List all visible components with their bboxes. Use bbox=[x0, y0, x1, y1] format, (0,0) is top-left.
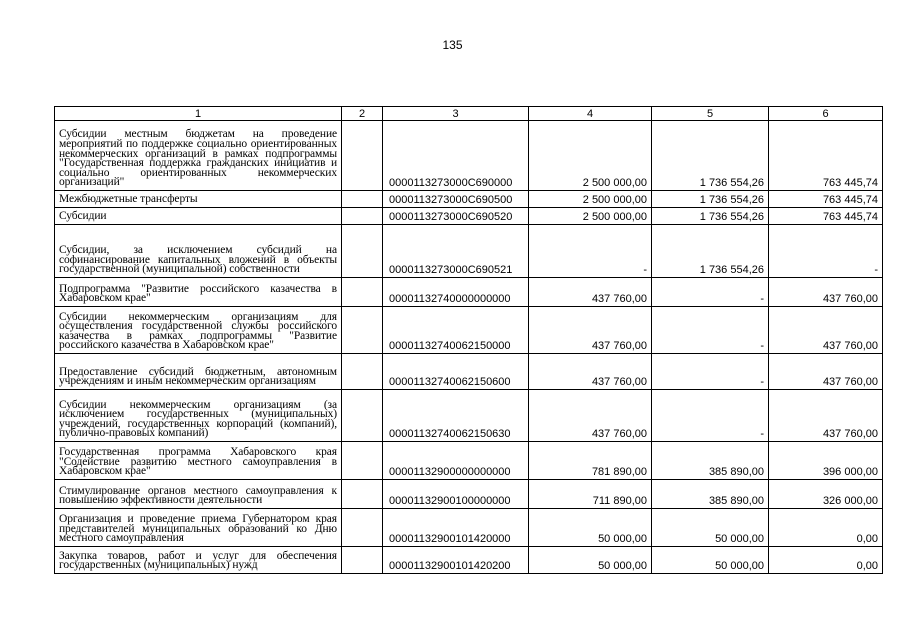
row-name-cell: Субсидии, за исключением субсидий на софинансирование капитальных вложений в объекты государственной (муниципальной) собственности bbox=[55, 225, 342, 278]
row-code-cell: 00001132900100000000 bbox=[383, 480, 529, 509]
table-row bbox=[55, 307, 883, 354]
row-plan-cell: 437 760,00 bbox=[529, 278, 652, 307]
row-fact-cell: - bbox=[652, 307, 769, 354]
row-fact-cell: 385 890,00 bbox=[652, 442, 769, 480]
row-plan-cell: 2 500 000,00 bbox=[529, 121, 652, 191]
row-col2-cell bbox=[342, 225, 383, 278]
row-col2-cell bbox=[342, 208, 383, 225]
table-row bbox=[55, 354, 883, 390]
row-code-cell: 00001132900101420000 bbox=[383, 509, 529, 547]
row-fact-cell: - bbox=[652, 390, 769, 442]
table-row bbox=[55, 480, 883, 509]
row-name-cell: Предоставление субсидий бюджетным, автономным учреждениям и иным некоммерческим организациям bbox=[55, 354, 342, 390]
row-code-cell: 00001132900101420200 bbox=[383, 547, 529, 574]
row-name-cell: Закупка товаров, работ и услуг для обеспечения государственных (муниципальных) нужд bbox=[55, 547, 342, 574]
row-remainder-cell: 437 760,00 bbox=[769, 390, 883, 442]
table-row bbox=[55, 390, 883, 442]
row-plan-cell: 50 000,00 bbox=[529, 509, 652, 547]
row-fact-cell: 385 890,00 bbox=[652, 480, 769, 509]
row-code-cell: 00001132740062150630 bbox=[383, 390, 529, 442]
row-fact-cell: 50 000,00 bbox=[652, 547, 769, 574]
budget-execution-table bbox=[54, 106, 883, 574]
row-name-cell: Государственная программа Хабаровского края "Содействие развитию местного самоуправления в Хабаровском крае" bbox=[55, 442, 342, 480]
row-code-cell: 0000113273000С690520 bbox=[383, 208, 529, 225]
table-row bbox=[55, 547, 883, 574]
row-code-cell: 00001132740062150000 bbox=[383, 307, 529, 354]
row-remainder-cell: 437 760,00 bbox=[769, 354, 883, 390]
table-row bbox=[55, 121, 883, 191]
row-remainder-cell: 0,00 bbox=[769, 509, 883, 547]
row-col2-cell bbox=[342, 307, 383, 354]
page-number: 135 bbox=[442, 38, 463, 52]
row-plan-cell: 2 500 000,00 bbox=[529, 191, 652, 208]
row-remainder-cell: 437 760,00 bbox=[769, 278, 883, 307]
row-fact-cell: 1 736 554,26 bbox=[652, 191, 769, 208]
header-col-2: 2 bbox=[342, 107, 383, 121]
row-fact-cell: - bbox=[652, 354, 769, 390]
table-row bbox=[55, 191, 883, 208]
row-name-cell: Стимулирование органов местного самоуправления к повышению эффективности деятельности bbox=[55, 480, 342, 509]
row-plan-cell: - bbox=[529, 225, 652, 278]
row-fact-cell: - bbox=[652, 278, 769, 307]
row-code-cell: 0000113273000С690500 bbox=[383, 191, 529, 208]
row-remainder-cell: - bbox=[769, 225, 883, 278]
header-col-1: 1 bbox=[55, 107, 342, 121]
row-name-cell: Межбюджетные трансферты bbox=[55, 191, 342, 208]
table-row bbox=[55, 208, 883, 225]
header-col-6: 6 bbox=[769, 107, 883, 121]
row-col2-cell bbox=[342, 442, 383, 480]
row-remainder-cell: 396 000,00 bbox=[769, 442, 883, 480]
row-plan-cell: 781 890,00 bbox=[529, 442, 652, 480]
row-col2-cell bbox=[342, 480, 383, 509]
row-col2-cell bbox=[342, 547, 383, 574]
row-remainder-cell: 437 760,00 bbox=[769, 307, 883, 354]
header-col-5: 5 bbox=[652, 107, 769, 121]
row-code-cell: 00001132740000000000 bbox=[383, 278, 529, 307]
row-remainder-cell: 0,00 bbox=[769, 547, 883, 574]
table-row bbox=[55, 225, 883, 278]
row-col2-cell bbox=[342, 121, 383, 191]
table-row bbox=[55, 509, 883, 547]
row-fact-cell: 1 736 554,26 bbox=[652, 121, 769, 191]
table-row bbox=[55, 278, 883, 307]
row-code-cell: 00001132900000000000 bbox=[383, 442, 529, 480]
row-plan-cell: 711 890,00 bbox=[529, 480, 652, 509]
table-row bbox=[55, 442, 883, 480]
row-plan-cell: 437 760,00 bbox=[529, 354, 652, 390]
row-code-cell: 00001132740062150600 bbox=[383, 354, 529, 390]
row-name-cell: Субсидии некоммерческим организациям для осуществления государственной службы российского казачества в рамках подпрограммы "Развитие российского казачества в Хабаровском крае" bbox=[55, 307, 342, 354]
row-plan-cell: 437 760,00 bbox=[529, 307, 652, 354]
row-plan-cell: 2 500 000,00 bbox=[529, 208, 652, 225]
row-col2-cell bbox=[342, 191, 383, 208]
header-col-4: 4 bbox=[529, 107, 652, 121]
row-col2-cell bbox=[342, 354, 383, 390]
row-name-cell: Субсидии некоммерческим организациям (за исключением государственных (муниципальных) учреждений, государственных корпораций (компаний), публично-правовых компаний) bbox=[55, 390, 342, 442]
row-remainder-cell: 763 445,74 bbox=[769, 121, 883, 191]
row-fact-cell: 1 736 554,26 bbox=[652, 225, 769, 278]
row-code-cell: 0000113273000С690521 bbox=[383, 225, 529, 278]
table-header-row bbox=[55, 107, 883, 121]
row-plan-cell: 437 760,00 bbox=[529, 390, 652, 442]
row-code-cell: 0000113273000С690000 bbox=[383, 121, 529, 191]
row-remainder-cell: 326 000,00 bbox=[769, 480, 883, 509]
row-col2-cell bbox=[342, 390, 383, 442]
row-name-cell: Подпрограмма "Развитие российского казачества в Хабаровском крае" bbox=[55, 278, 342, 307]
row-name-cell: Субсидии местным бюджетам на проведение мероприятий по поддержке социально ориентированных некоммерческих организаций в рамках подпрограммы "Государственная поддержка гражданских инициатив и социально ориентированных некоммерческих организаций" bbox=[55, 121, 342, 191]
row-fact-cell: 1 736 554,26 bbox=[652, 208, 769, 225]
row-col2-cell bbox=[342, 278, 383, 307]
row-name-cell: Субсидии bbox=[55, 208, 342, 225]
row-name-cell: Организация и проведение приема Губернатором края представителей муниципальных образований ко Дню местного самоуправления bbox=[55, 509, 342, 547]
row-plan-cell: 50 000,00 bbox=[529, 547, 652, 574]
header-col-3: 3 bbox=[383, 107, 529, 121]
row-col2-cell bbox=[342, 509, 383, 547]
row-remainder-cell: 763 445,74 bbox=[769, 191, 883, 208]
row-fact-cell: 50 000,00 bbox=[652, 509, 769, 547]
row-remainder-cell: 763 445,74 bbox=[769, 208, 883, 225]
